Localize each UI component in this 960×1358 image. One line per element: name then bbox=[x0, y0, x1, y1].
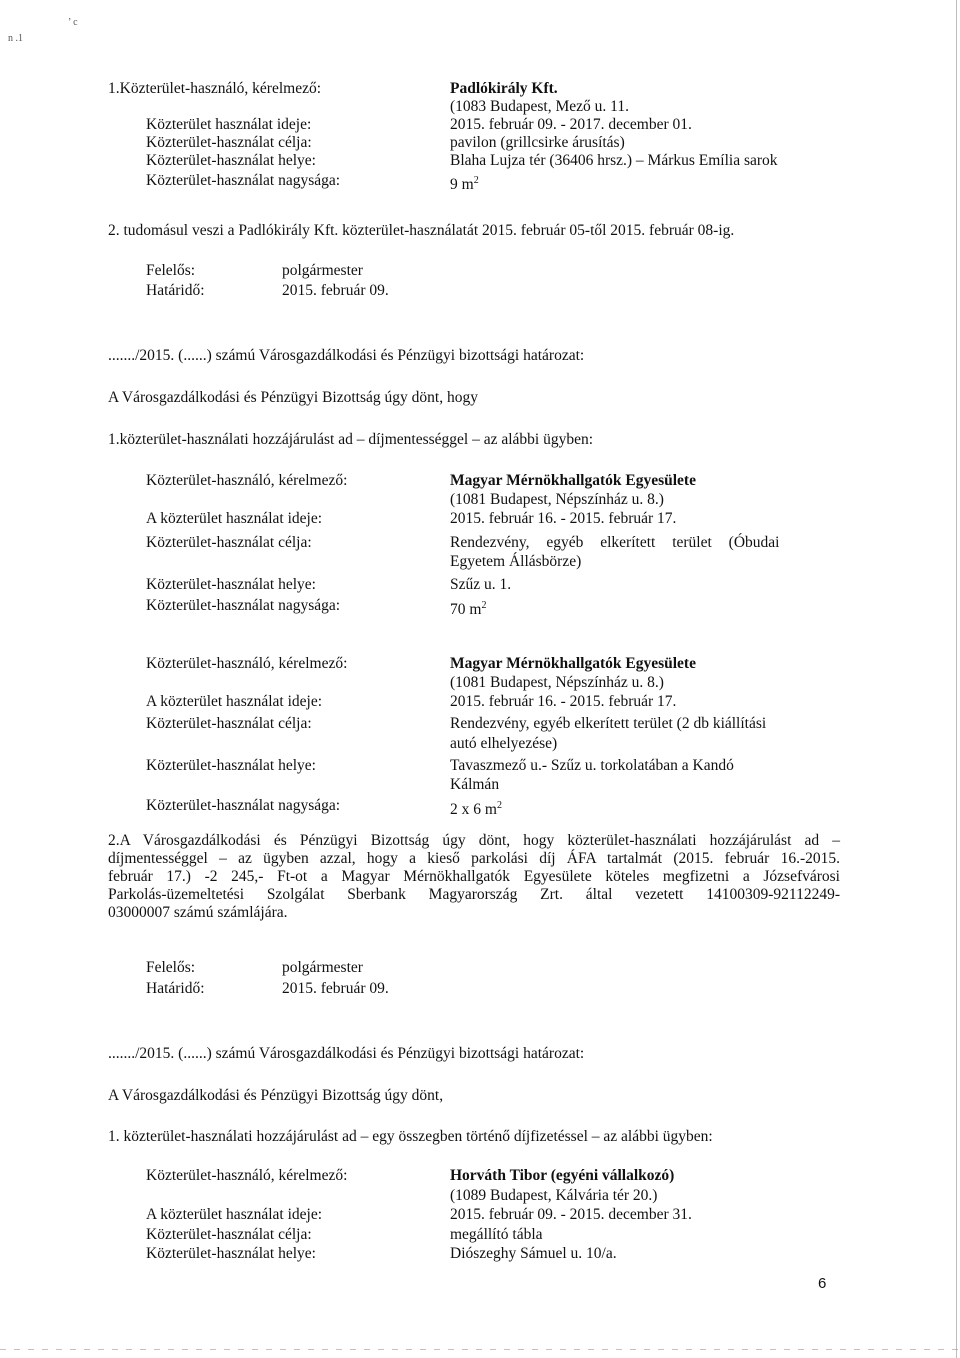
field-value: Magyar Mérnökhallgatók Egyesülete bbox=[450, 655, 696, 672]
decision-intro: A Városgazdálkodási és Pénzügyi Bizottság úgy dönt, hogy bbox=[108, 389, 478, 406]
field-label: Közterület-használat nagysága: bbox=[146, 797, 341, 814]
field-value: Egyetem Állásbörze) bbox=[450, 553, 582, 570]
field-label: Közterület-használat helye: bbox=[146, 757, 316, 774]
field-value: megállító tábla bbox=[450, 1226, 543, 1243]
paragraph-line: díjmentességgel – az ügyben azzal, hogy a kieső parkolási díj ÁFA tartalmát (2015. február 16.-2015. bbox=[108, 850, 840, 867]
field-label: A közterület használat ideje: bbox=[146, 1206, 323, 1223]
point-2-paragraph bbox=[108, 832, 840, 922]
field-value: (1081 Budapest, Népszínház u. 8.) bbox=[450, 674, 664, 691]
size-superscript: 2 bbox=[496, 800, 502, 811]
field-value: Blaha Lujza tér (36406 hrsz.) – Márkus Emília sarok bbox=[450, 152, 778, 169]
field-label: Közterület-használat helye: bbox=[146, 152, 316, 169]
scan-edge-line bbox=[956, 0, 957, 1358]
field-label: Közterület-használat célja: bbox=[146, 715, 312, 732]
field-value: (1089 Budapest, Kálvária tér 20.) bbox=[450, 1187, 658, 1204]
size-value: 9 m bbox=[450, 176, 474, 194]
paragraph-line: Parkolás-üzemeltetési Szolgálat Sberbank Magyarország Zrt. által vezetett 14100309-92112249- bbox=[108, 886, 840, 903]
point-1: 1.közterület-használati hozzájárulást ad – díjmentességgel – az alábbi ügyben: bbox=[108, 431, 594, 448]
field-value: Horváth Tibor (egyéni vállalkozó) bbox=[450, 1167, 675, 1184]
field-value bbox=[450, 172, 479, 194]
field-value: 2015. február 16. - 2015. február 17. bbox=[450, 693, 677, 710]
paragraph-line: 03000007 számú számlájára. bbox=[108, 904, 288, 921]
size-superscript: 2 bbox=[473, 175, 479, 186]
felelos-value: polgármester bbox=[282, 262, 363, 279]
page-number: 6 bbox=[818, 1275, 827, 1292]
field-label: Közterület-használat nagysága: bbox=[146, 172, 341, 189]
field-label: Közterület használat ideje: bbox=[146, 116, 312, 133]
field-label: Közterület-használat nagysága: bbox=[146, 597, 341, 614]
scan-noise-line bbox=[0, 1349, 960, 1350]
paragraph-line: február 17.) -2 245,- Ft-ot a Magyar Mérnökhallgatók Egyesülete köteles megfizetni a Józsefvárosi bbox=[108, 868, 840, 885]
field-value: Magyar Mérnökhallgatók Egyesülete bbox=[450, 472, 696, 489]
field-label: Közterület-használó, kérelmező: bbox=[146, 1167, 348, 1184]
field-value: 2015. február 16. - 2015. február 17. bbox=[450, 510, 677, 527]
hatarido-label: Határidő: bbox=[146, 980, 205, 997]
section-heading: 1.Közterület-használó, kérelmező: bbox=[108, 80, 322, 97]
size-superscript: 2 bbox=[481, 600, 487, 611]
field-label: Közterület-használat helye: bbox=[146, 1245, 316, 1262]
field-value: Diószeghy Sámuel u. 10/a. bbox=[450, 1245, 617, 1262]
field-label: Közterület-használat célja: bbox=[146, 534, 312, 551]
field-value: Tavaszmező u.- Szűz u. torkolatában a Kandó bbox=[450, 757, 734, 774]
scan-mark: n .1 bbox=[8, 33, 23, 44]
resolution-title: ......./2015. (......) számú Városgazdálkodási és Pénzügyi bizottsági határozat: bbox=[108, 347, 585, 364]
field-label: Közterület-használat célja: bbox=[146, 134, 312, 151]
field-value: pavilon (grillcsirke árusítás) bbox=[450, 134, 625, 151]
point-1: 1. közterület-használati hozzájárulást ad – egy összegben történő díjfizetéssel – az alábbi ügyben: bbox=[108, 1128, 713, 1145]
field-value: Szűz u. 1. bbox=[450, 576, 512, 593]
field-label: A közterület használat ideje: bbox=[146, 510, 323, 527]
field-value: Rendezvény, egyéb elkerített terület (2 db kiállítási bbox=[450, 715, 767, 732]
field-label: Közterület-használat helye: bbox=[146, 576, 316, 593]
felelos-label: Felelős: bbox=[146, 262, 196, 279]
size-value: 2 x 6 m bbox=[450, 801, 497, 819]
field-value bbox=[450, 597, 486, 619]
applicant-address: (1083 Budapest, Mező u. 11. bbox=[450, 98, 629, 115]
field-label: Közterület-használat célja: bbox=[146, 1226, 312, 1243]
hatarido-value: 2015. február 09. bbox=[282, 282, 389, 299]
paragraph-line: 2.A Városgazdálkodási és Pénzügyi Bizottság úgy dönt, hogy közterület-használati hozzájárulást ad – bbox=[108, 832, 840, 849]
field-label: Közterület-használó, kérelmező: bbox=[146, 472, 348, 489]
field-value bbox=[450, 797, 502, 819]
size-value: 70 m bbox=[450, 601, 482, 619]
field-label: A közterület használat ideje: bbox=[146, 693, 323, 710]
field-value: autó elhelyezése) bbox=[450, 735, 558, 752]
decision-intro: A Városgazdálkodási és Pénzügyi Bizottság úgy dönt, bbox=[108, 1087, 444, 1104]
field-value: Rendezvény, egyéb elkerített terület (Óbudai bbox=[450, 534, 780, 551]
hatarido-label: Határidő: bbox=[146, 282, 205, 299]
scan-mark: ’ c bbox=[68, 17, 78, 28]
resolution-title: ......./2015. (......) számú Városgazdálkodási és Pénzügyi bizottsági határozat: bbox=[108, 1045, 585, 1062]
field-value: 2015. február 09. - 2015. december 31. bbox=[450, 1206, 692, 1223]
field-value: Kálmán bbox=[450, 776, 500, 793]
point-2: 2. tudomásul veszi a Padlókirály Kft. közterület-használatát 2015. február 05-től 2015. február 08-ig. bbox=[108, 222, 735, 239]
hatarido-value: 2015. február 09. bbox=[282, 980, 389, 997]
applicant-name: Padlókirály Kft. bbox=[450, 80, 558, 97]
field-label: Közterület-használó, kérelmező: bbox=[146, 655, 348, 672]
felelos-label: Felelős: bbox=[146, 959, 196, 976]
felelos-value: polgármester bbox=[282, 959, 363, 976]
field-value: 2015. február 09. - 2017. december 01. bbox=[450, 116, 692, 133]
field-value: (1081 Budapest, Népszínház u. 8.) bbox=[450, 491, 664, 508]
